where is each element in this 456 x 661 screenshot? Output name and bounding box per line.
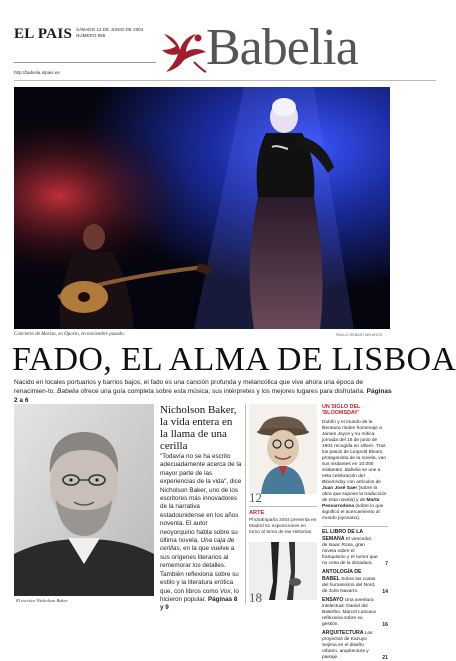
- bloomsday-summary: [322, 420, 388, 522]
- issue-number: NÚMERO 655: [76, 33, 106, 38]
- page-number-18: 18: [249, 590, 262, 605]
- bloomsday-italic-1: Ulises: [360, 444, 374, 450]
- sidebar-item-label: EL LIBRO DE LA SEMANA: [322, 529, 363, 543]
- sidebar-item-page: 7: [385, 561, 388, 568]
- author-portrait: [14, 404, 154, 596]
- bloomsday-author-1: Juan José Saer: [322, 486, 358, 492]
- bloomsday-kicker[interactable]: UN SIGLO DEL 'BLOOMSDAY': [322, 404, 361, 417]
- page-number-12: 12: [249, 490, 262, 505]
- babelia-logo-icon: [158, 26, 210, 76]
- sidebar-item-antologia[interactable]: [322, 569, 388, 595]
- lead-photo: [14, 87, 390, 329]
- middle-divider: [249, 506, 317, 507]
- feature-page-ref[interactable]: Páginas 8 y 9: [160, 595, 238, 612]
- concert-photo-illustration: [14, 87, 390, 329]
- deck-text-1: Nacido en locales portuarios y barrios bajos, el fado es una canción profunda y melancólica que vive ahora una época de renacimien-to.: [14, 379, 364, 395]
- header-divider: [14, 80, 436, 81]
- column-divider: [245, 404, 246, 604]
- sidebar-item-libro[interactable]: [322, 529, 388, 567]
- portrait-illustration: [14, 404, 154, 596]
- bloomsday-thumbnail[interactable]: [249, 404, 317, 494]
- sidebar-item-ensayo[interactable]: [322, 597, 388, 628]
- feature-text-1: "Todavía no se ha escrito adecuadamente acerca de la mayor parte de las experiencias de la vida", dice Nicholson Baker, uno de los escritores más innovadores de la narrativa estadounidense en los años noventa. El autor neoyorquino habla sobre su última novela,: [160, 453, 242, 545]
- sidebar-item-page: 21: [382, 655, 388, 661]
- sidebar-item-text: Sobre las cosas del humanismo del Nord, de Joris Navarro.: [322, 577, 376, 595]
- feature-text-2: , en la que vuelve a sus orígenes literarios al rememorar los detalles. También reflexiona sobre su estilo y la literatura erótica que, con libros como: [160, 545, 239, 595]
- deck-page-ref[interactable]: Páginas 2 a 6: [14, 388, 392, 404]
- newspaper-name: EL PAIS: [14, 26, 73, 42]
- bloomsday-text-3: se une a esta celebración del: [322, 468, 381, 480]
- sidebar-item-text: El vencedor, de Isaac Rosa, gran novela sobre el franquismo y el rumor que no cesa de la dictadura.: [322, 537, 378, 567]
- sidebar-item-text: Una aventura intelectual: Daniel del Baserbo. Marcel Lascaux reflexiona sobre su gestión.: [322, 598, 377, 628]
- bloomsday-text-5: (sobre la obra que supone la traducción de esta novela) y de: [322, 486, 387, 504]
- website-link[interactable]: http://babelia.elpais.es: [14, 70, 60, 75]
- issue-date: SÁBADO 12 DE JUNIO DE 2004: [76, 27, 144, 32]
- bloomsday-text-2: . Tras los pasos de Leopold Bloom, protagonista de la novela, van sus visitantes en 10.000 visitantes.: [322, 444, 387, 474]
- sidebar-item-page: 16: [382, 622, 388, 629]
- portrait-caption: El escritor Nicholson Baker.: [16, 598, 69, 603]
- bloomsday-text-1: Dublín y el mundo de la literatura rinden homenaje a James Joyce y su mítica jornada del 16 de junio de 1904 recogida en: [322, 420, 382, 450]
- sidebar-item-label: ENSAYO: [322, 597, 344, 604]
- sidebar-item-page: 14: [382, 589, 388, 596]
- deck-italic: Babelia: [57, 388, 79, 395]
- bloomsday-italic-3: Bloomsday: [322, 480, 346, 486]
- sidebar: [322, 404, 388, 661]
- photo-caption: Concierto de Mariza, en Oporto, en noviembre pasado.: [14, 332, 125, 337]
- bloomsday-italic-2: Babelia: [344, 468, 361, 474]
- joyce-illustration: [249, 404, 317, 494]
- bloomsday-text-4: con artículos de: [345, 480, 381, 486]
- arte-summary: PhotoEspaña 2004 presenta en Madrid 51 exposiciones en torno al tema de las Historias.: [249, 518, 317, 535]
- feature-headline[interactable]: Nicholson Baker, la vida entera en la llama de una cerilla: [160, 404, 237, 452]
- dateline: [76, 27, 156, 39]
- feature-body: [160, 453, 242, 613]
- feature-italic-1: Una caja de cerillas: [160, 537, 235, 553]
- sidebar-item-label: ANTOLOGÍA DE BABEL: [322, 569, 362, 583]
- photo-credit: PAULO SEBASTIAN ARCE: [336, 333, 383, 337]
- bloomsday-author-2: Marta Pessarrodona: [322, 498, 380, 510]
- feature-text-3: , lo hicieron popular.: [160, 587, 239, 603]
- sidebar-item-arquitectura[interactable]: [322, 630, 388, 661]
- section-title: Babelia: [206, 19, 358, 76]
- arte-kicker[interactable]: ARTE: [249, 510, 265, 516]
- lead-headline[interactable]: FADO, EL ALMA DE LISBOA: [12, 341, 456, 378]
- bloomsday-text-6: (sobre lo que significó el acercamiento al mundo joyceano).: [322, 504, 384, 522]
- sidebar-divider: [322, 526, 388, 527]
- lead-deck: [14, 378, 392, 405]
- deck-text-2: ofrece una guía completa sobre esta música, sus intérpretes y los mejores lugares para disfrutarla.: [78, 388, 367, 395]
- sidebar-item-label: ARQUITECTURA: [322, 630, 364, 637]
- sidebar-item-text: Los proyectos de Kazuyo Sejima en el diseño urbano, arquitectura y paisaje.: [322, 631, 373, 661]
- feature-italic-2: Vox: [219, 587, 231, 595]
- masthead-divider: [14, 62, 156, 63]
